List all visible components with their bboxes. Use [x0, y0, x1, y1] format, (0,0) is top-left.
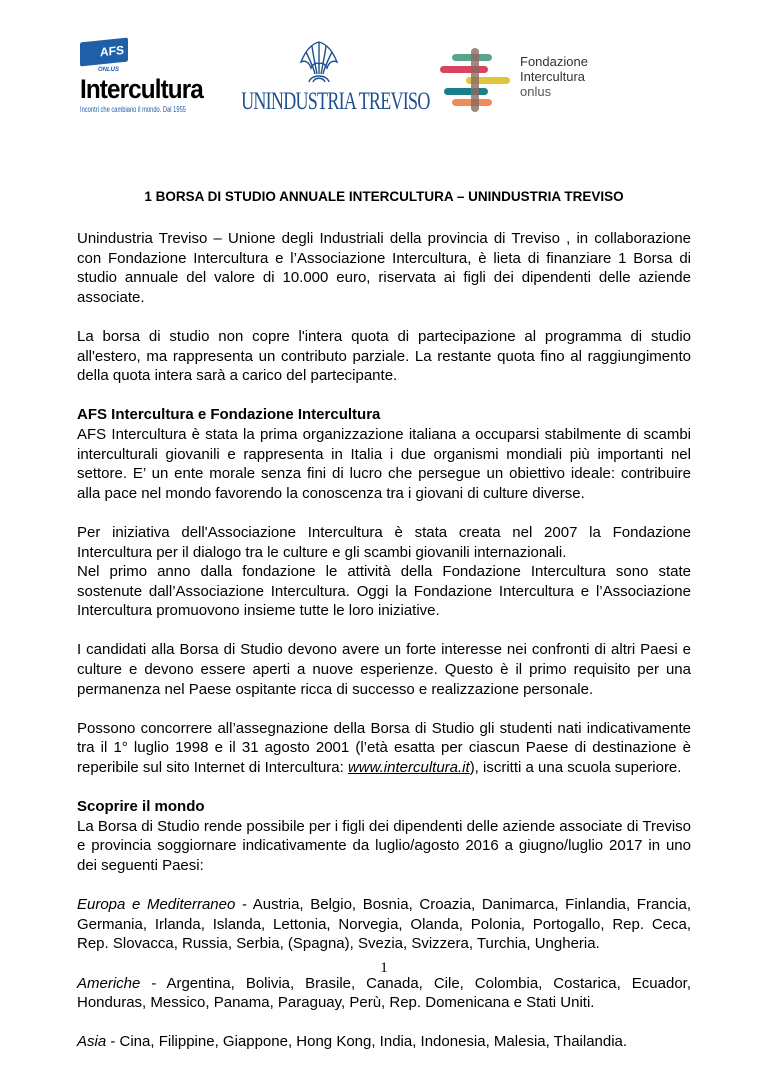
- section-heading: AFS Intercultura e Fondazione Intercultura: [77, 406, 381, 424]
- fondazione-name: Fondazione Intercultura onlus: [520, 54, 588, 99]
- region-europa: Europa e Mediterraneo - Austria, Belgio, Bosnia, Croazia, Danimarca, Finlandia, Francia, Germania, Irlanda, Islanda, Lettonia, Norvegia, Olanda, Polonia, Portogallo, Rep. Ceca, Rep. Slovacca, Russia, Serbia, (Spagna), Svezia, Svizzera, Turchia, Ungheria.: [77, 896, 691, 953]
- logo-bar: [76, 38, 700, 120]
- afs-flag: AFS: [80, 37, 128, 66]
- colored-bars-icon: [436, 46, 516, 116]
- document-body: [77, 229, 691, 1072]
- paragraph: I candidati alla Borsa di Studio devono avere un forte interesse nei confronti di altri Paesi e culture e devono essere aperti a nuove esperienze. Questo è il primo requisito per una permanenza nel Paese ospitante ricca di successo e realizzazione personale.: [77, 641, 691, 698]
- afs-intercultura-logo: [76, 38, 206, 116]
- intercultura-link[interactable]: www.intercultura.it: [347, 759, 470, 777]
- afs-onlus: ONLUS: [98, 67, 119, 73]
- page-number: 1: [380, 960, 388, 976]
- paragraph: La Borsa di Studio rende possibile per i figli dei dipendenti delle aziende associate di Treviso e provincia soggiornare indicativamente da luglio/agosto 2016 a giugno/luglio 2017 in uno dei seguenti Paesi:: [77, 817, 691, 874]
- section-heading: Scoprire il mondo: [77, 798, 205, 816]
- afs-tagline: Incontri che cambiano il mondo. Dal 1955: [80, 105, 186, 114]
- paragraph: Per iniziativa dell'Associazione Intercultura è stata creata nel 2007 la Fondazione Intercultura per il dialogo tra le culture e gli scambi giovanili internazionali. Nel primo anno dalla fondazione le attività della Fondazione Intercultura sono state sostenute dall’Associazione Intercultura. Oggi la Fondazione Intercultura e l’Associazione Intercultura promuovono insieme tutte le loro iniziative.: [77, 523, 691, 620]
- document-title: 1 BORSA DI STUDIO ANNUALE INTERCULTURA – UNINDUSTRIA TREVISO: [144, 189, 624, 204]
- region-asia: Asia - Cina, Filippine, Giappone, Hong Kong, India, Indonesia, Malesia, Thailandia.: [77, 1033, 628, 1051]
- paragraph: Unindustria Treviso – Unione degli Industriali della provincia di Treviso , in collaborazione con Fondazione Intercultura e l’Associazione Intercultura, è lieta di finanziare 1 Borsa di studio annuale del valore di 10.000 euro, riservata ai figli dei dipendenti delle aziende associate.: [77, 230, 691, 306]
- shell-icon: [297, 40, 341, 84]
- fondazione-intercultura-logo: [436, 46, 700, 116]
- unindustria-treviso-logo: [211, 40, 430, 120]
- unindustria-name: UNINDUSTRIA TREVISO: [241, 88, 430, 115]
- afs-name: Intercultura: [80, 74, 203, 104]
- paragraph: Possono concorrere all’assegnazione della Borsa di Studio gli studenti nati indicativamente tra il 1° luglio 1998 e il 31 agosto 2001 (l’età esatta per ciascun Paese di destinazione è reperibile sul sito Internet di Intercultura: www.intercultura.it), iscritti a una scuola superiore.: [77, 719, 691, 777]
- paragraph: AFS Intercultura è stata la prima organizzazione italiana a occuparsi stabilmente di scambi interculturali giovanili e rappresenta in Italia i due organismi mondiali più importanti nel settore. E’ un ente morale senza fini di lucro che persegue un obiettivo ideale: contribuire alla pace nel mondo favorendo la conoscenza tra i giovani di culture diverse.: [77, 425, 691, 502]
- paragraph: La borsa di studio non copre l'intera quota di partecipazione al programma di studio all'estero, ma rappresenta un contributo parziale. La restante quota fino al raggiungimento della quota intera sarà a carico del partecipante.: [77, 327, 691, 385]
- region-americhe: Americhe - Argentina, Bolivia, Brasile, Canada, Cile, Colombia, Costarica, Ecuador, Honduras, Messico, Panama, Paraguay, Perù, Rep. Domenicana e Stati Uniti.: [77, 974, 691, 1012]
